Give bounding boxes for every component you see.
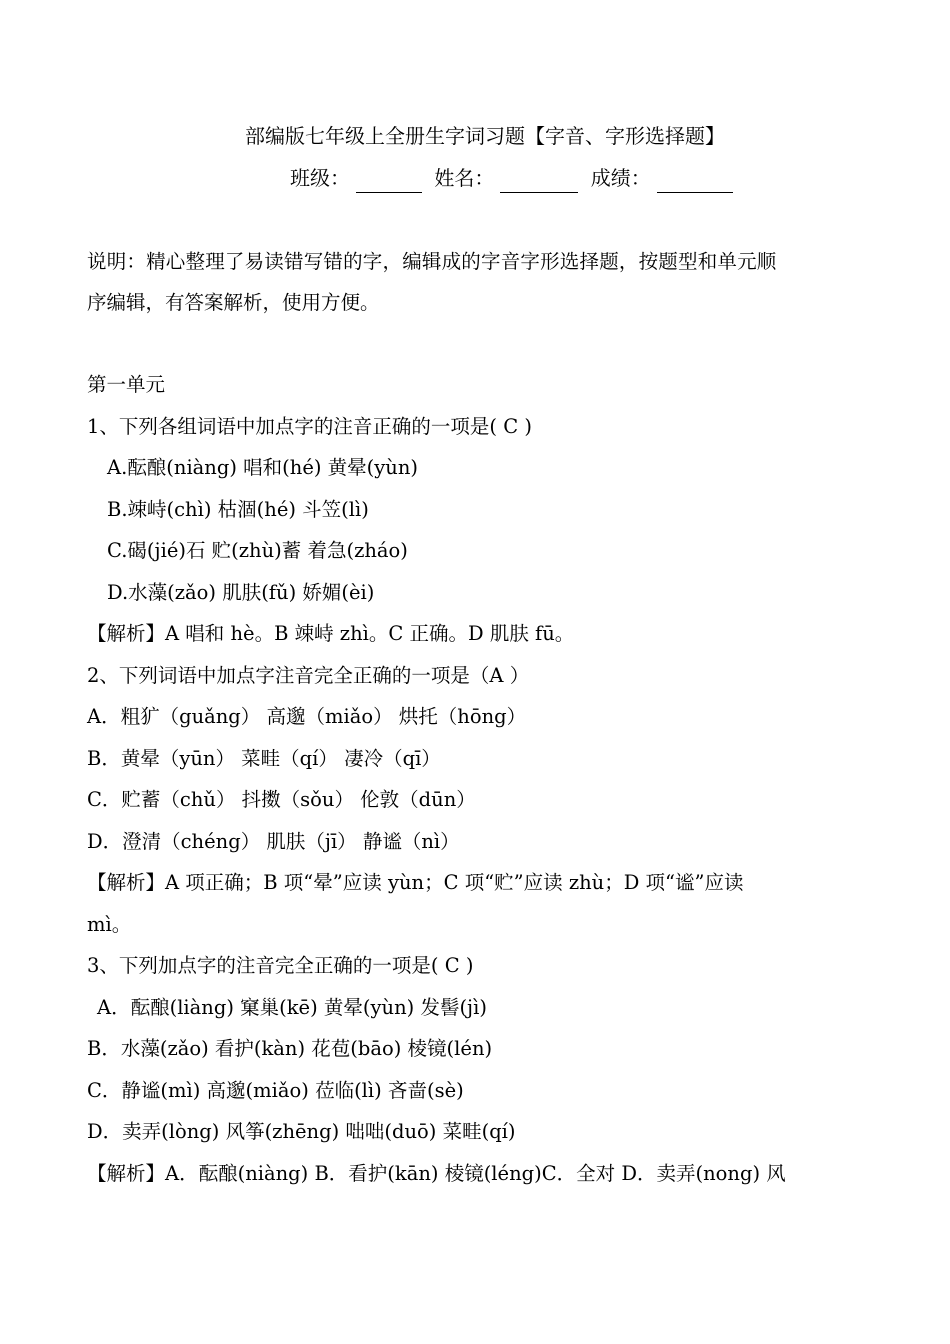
student-info-row [290,163,739,193]
question-3-option-b: B．水藻(zǎo) 看护(kàn) 花苞(bāo) 棱镜(lén) [87,1037,493,1060]
class-label: 班级： [290,166,350,190]
question-1-option-a: A.酝酿(niàng) 唱和(hé) 黄晕(yùn) [107,456,419,479]
question-2-option-d: D．澄清（chéng） 肌肤（jī） 静谧（nì） [87,830,460,853]
question-3-stem: 3、下列加点字的注音完全正确的一项是( C ) [87,954,474,977]
question-1-option-c: C.碣(jié)石 贮(zhù)蓄 着急(zháo) [107,539,408,562]
name-label: 姓名： [434,166,495,190]
score-label: 成绩： [590,166,651,190]
question-2-option-c: C．贮蓄（chǔ） 抖擞（sǒu） 伦敦（dūn） [87,788,476,811]
question-1-analysis: 【解析】A 唱和 hè。B 竦峙 zhì。C 正确。D 肌肤 fū。 [87,622,575,645]
document-title: 部编版七年级上全册生字词习题【字音、字形选择题】 [245,124,725,148]
class-blank[interactable] [356,170,422,193]
question-3-option-a: A．酝酿(liàng) 窠巢(kē) 黄晕(yùn) 发髻(jì) [97,996,487,1019]
question-2-stem: 2、下列词语中加点字注音完全正确的一项是（A ） [87,664,530,687]
question-1-stem: 1、下列各组词语中加点字的注音正确的一项是( C ) [87,415,532,438]
question-3-option-c: C．静谧(mì) 高邈(miǎo) 莅临(lì) 吝啬(sè) [87,1079,464,1102]
name-blank[interactable] [500,170,578,193]
intro-line-2: 序编辑，有答案解析，使用方便。 [87,291,380,314]
question-2-option-a: A．粗犷（guǎng） 高邈（miǎo） 烘托（hōng） [87,705,527,728]
score-blank[interactable] [657,170,733,193]
question-1-option-d: D.水藻(zǎo) 肌肤(fǔ) 娇媚(èi) [107,581,375,604]
question-3-option-d: D．卖弄(lòng) 风筝(zhēng) 咄咄(duō) 菜畦(qí) [87,1120,516,1143]
intro-line-1: 说明：精心整理了易读错写错的字，编辑成的字音字形选择题，按题型和单元顺 [87,250,777,273]
question-2-analysis-line-2: mì。 [87,913,132,936]
question-2-option-b: B．黄晕（yūn） 菜畦（qí） 凄冷（qī） [87,747,441,770]
unit-heading: 第一单元 [87,373,166,396]
question-2-analysis-line-1: 【解析】A 项正确；B 项“晕”应读 yùn；C 项“贮”应读 zhù；D 项“谧”应读 [87,871,744,894]
question-1-option-b: B.竦峙(chì) 枯涸(hé) 斗笠(lì) [107,498,369,521]
question-3-analysis: 【解析】A．酝酿(niàng) B．看护(kān) 棱镜(léng)C．全对 D．卖弄(nong) 风 [87,1162,786,1185]
